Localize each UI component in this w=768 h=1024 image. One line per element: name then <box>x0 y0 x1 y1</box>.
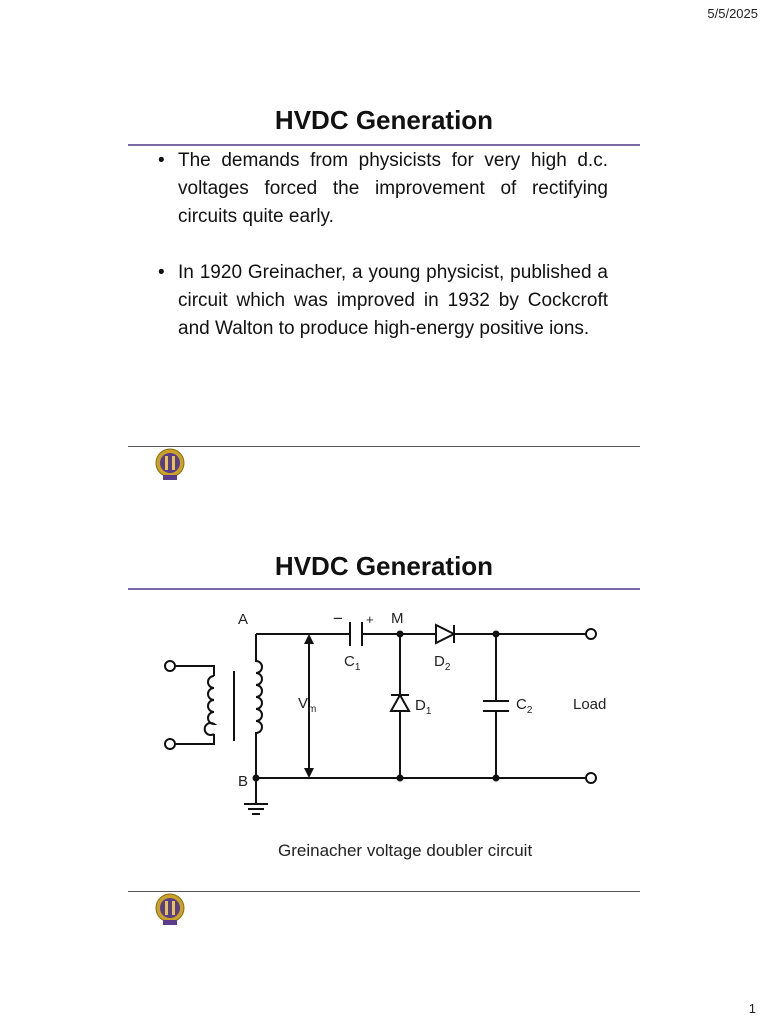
node-d1-dot <box>397 775 404 782</box>
slide-2-bottom-rule <box>128 891 640 892</box>
input-terminal-bottom <box>165 739 175 749</box>
label-load: Load <box>573 696 607 713</box>
slide-2-title: HVDC Generation <box>274 551 494 581</box>
output-terminal-bottom <box>586 773 596 783</box>
d1-diode-icon <box>391 695 409 711</box>
slide-2 <box>128 546 640 936</box>
bullet-item: • The demands from physicists for very high d.c. voltages forced the improvement of rectifying circuits quite early. <box>154 147 608 231</box>
slide-1-title-rule <box>128 144 640 146</box>
label-c2: $C_2$ <box>516 696 533 716</box>
diagram-caption: Greinacher voltage doubler circuit <box>278 841 533 860</box>
slide-1-title: HVDC Generation <box>274 105 494 135</box>
primary-lead-top <box>175 666 214 676</box>
node-b-dot <box>253 775 260 782</box>
slide-1-bullet-list <box>154 147 608 371</box>
label-node-b: B <box>238 773 249 790</box>
logo-emblem-icon <box>154 892 186 928</box>
bullet-item: • In 1920 Greinacher, a young physicist, published a circuit which was improved in 1932 by Cockcroft and Walton to produce high-energy positive ions. <box>154 259 608 343</box>
label-d1: $D_1$ <box>415 697 432 717</box>
institution-logo <box>154 447 186 483</box>
label-node-m: M <box>391 610 404 627</box>
slide-2-title-rule <box>128 588 640 590</box>
vm-arrowhead-down <box>304 768 314 778</box>
slide-1-bottom-rule <box>128 446 640 447</box>
date-header: 5/5/2025 <box>707 6 758 21</box>
label-minus: − <box>333 609 343 628</box>
label-node-a: A <box>238 611 249 628</box>
input-terminal-top <box>165 661 175 671</box>
primary-coil <box>205 676 214 735</box>
page-number: 1 <box>748 1001 756 1016</box>
slide-1 <box>128 100 640 490</box>
institution-logo <box>154 892 186 928</box>
greinacher-circuit-diagram <box>128 591 640 921</box>
node-c2-top-dot <box>493 631 500 638</box>
logo-emblem-icon <box>154 447 186 483</box>
d2-diode-icon <box>436 625 454 643</box>
label-vm: $V_m$ <box>298 695 317 715</box>
label-d2: $D_2$ <box>434 653 451 673</box>
output-terminal-top <box>586 629 596 639</box>
label-plus: + <box>366 612 374 627</box>
node-c2-bottom-dot <box>493 775 500 782</box>
label-c1: $C_1$ <box>344 653 361 673</box>
vm-arrowhead-up <box>304 634 314 644</box>
secondary-coil <box>256 634 262 778</box>
node-m-dot <box>397 631 404 638</box>
